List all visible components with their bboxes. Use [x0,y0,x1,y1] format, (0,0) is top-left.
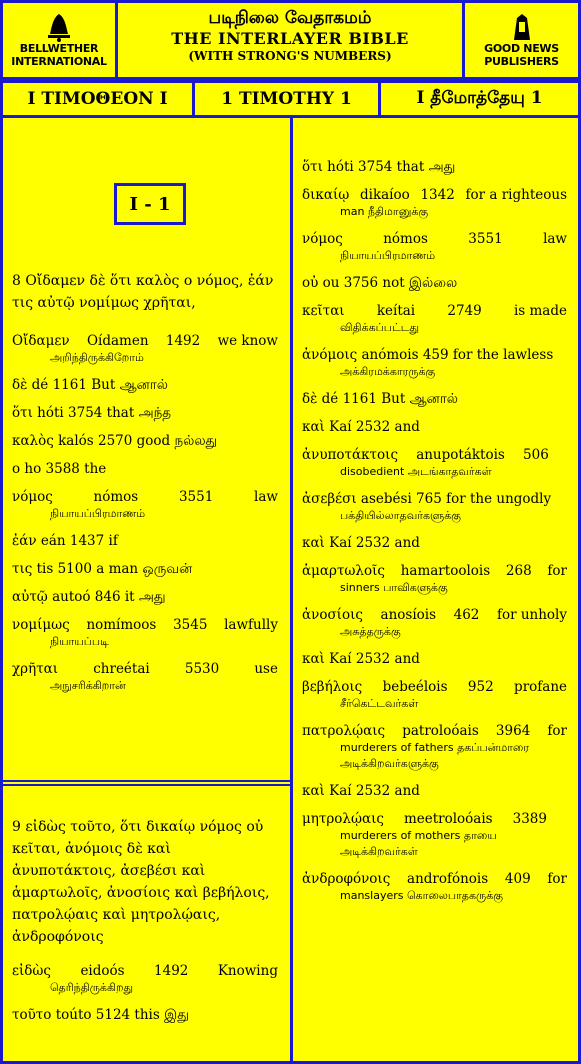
strongs-number: 3545 [173,617,208,633]
right-word-list [302,158,567,904]
word-line: ἀνόμοις anómois 459 for the lawless [302,347,554,363]
strongs-number: 462 [453,607,480,623]
subtitle: (WITH STRONG'S NUMBERS) [188,49,392,63]
tamil-gloss: man நீதிமானுக்கு [340,205,429,218]
verse-label: I - 1 [114,183,186,225]
gloss: is made [513,303,567,319]
word-line: ἀσεβέσι asebési 765 for the ungodly [302,491,552,507]
word-entry [302,722,567,772]
strongs-number: 2749 [447,303,482,319]
transliteration: dikaíoo [359,187,410,203]
bellwether-logo-text: BELLWETHER INTERNATIONAL [11,42,107,68]
tamil-gloss: அசுத்தருக்கு [340,625,401,638]
word-entry [302,274,567,292]
strongs-number: 5530 [184,661,220,677]
greek-word: νόμος [302,231,343,247]
word-line: καὶ Kaí 2532 and [302,651,420,667]
tamil-gloss: நியாயப்படி [50,635,109,648]
word-entry [12,660,278,694]
strongs-number: 3389 [512,811,547,827]
strongs-number: 1492 [154,963,189,979]
tamil-gloss: disobedient அடங்காதவர்கள் [340,465,492,478]
transliteration: meetroloóais [403,811,493,827]
gloss: use [254,661,278,677]
word-line: ὅτι hóti 3754 that அது [302,159,456,175]
transliteration: nómos [93,489,139,505]
tamil-gloss: பக்தியில்லாதவர்களுக்கு [340,509,461,522]
verse8-text: 8 Οἴδαμεν δὲ ὅτι καλὸς ο νόμος, ἐάν τις αὐτῷ νομίμως χρῆται, [12,273,274,311]
word-entry [302,810,567,860]
greek-word: πατρολῴαις [302,723,386,739]
word-entry [302,870,567,904]
transliteration: bebeélois [382,679,448,695]
verse8-section [12,270,278,704]
greek-word: βεβήλοις [302,679,363,695]
greek-word: ἁμαρτωλοῖς [302,563,385,579]
tamil-gloss: நியாயப்பிரமாணம் [50,507,146,520]
word-entry [12,404,278,422]
tamil-gloss: விதிக்கப்பட்டது [340,321,420,334]
word-entry [12,1006,278,1024]
word-entry [302,562,567,596]
tamil-gloss: sinners பாவிகளுக்கு [340,581,448,594]
word-entry [302,302,567,336]
word-entry [302,534,567,552]
greek-word: ἀνυποτάκτοις [302,447,399,463]
word-entry [12,460,278,478]
verse-divider [3,780,290,786]
gloss: for unholy [496,607,567,623]
word-line: οὐ ou 3756 not இல்லை [302,275,458,291]
right-column-section [302,158,567,914]
word-line: τις tis 5100 a man ஒருவன் [12,561,193,577]
word-line: καὶ Kaí 2532 and [302,535,420,551]
transliteration: eidoós [80,963,125,979]
greek-word: ἀνοσίοις [302,607,363,623]
goodnews-logo-box [462,0,581,80]
tamil-gloss: தெரிந்திருக்கிறது [50,981,133,994]
word-line: καὶ Kaí 2532 and [302,783,420,799]
tamil-gloss: சீர்கெட்டவர்கள் [340,697,419,710]
word-entry [302,418,567,436]
book-greek: Ι ΤΙΜΟΘΕΟΝ Ι [0,80,195,118]
verse9-text: 9 εἰδὼς τοῦτο, ὅτι δικαίῳ νόμος οὐ κεῖται, ἀνόμοις δὲ καὶ ἀνυποτάκτοις, ἀσεβέσι καὶ ἁμαρτωλοῖς, ἀνοσίοις καὶ βεβήλοις, πατρολῴαις καὶ μητρολῴαις, ἀνδροφόνοις [12,819,270,945]
strongs-number: 1492 [165,333,201,349]
word-line: ὅτι hóti 3754 that அந்த [12,405,172,421]
greek-word: δικαίῳ [302,187,350,203]
tamil-gloss: murderers of mothers தாயை அடிக்கிறவர்கள் [340,829,497,858]
word-entry [302,186,567,220]
transliteration: keítai [376,303,416,319]
verse9-section [12,816,278,1034]
book-english: 1 TIMOTHY 1 [192,80,381,118]
greek-word: νόμος [12,489,53,505]
gloss: law [254,489,278,505]
transliteration: chreétai [93,661,150,677]
transliteration: Oídamen [86,333,149,349]
strongs-number: 952 [467,679,494,695]
word-entry [12,332,278,366]
gloss: for [547,871,567,887]
strongs-number: 1342 [420,187,455,203]
strongs-number: 506 [523,447,549,463]
word-entry [302,346,567,380]
word-entry [12,432,278,450]
word-entry [12,376,278,394]
strongs-number: 3551 [468,231,503,247]
word-entry [302,390,567,408]
word-line: καλὸς kalós 2570 good நல்லது [12,433,218,449]
gloss: law [543,231,567,247]
strongs-number: 268 [505,563,532,579]
greek-word: εἰδὼς [12,963,51,979]
word-entry [302,678,567,712]
goodnews-logo-text: GOOD NEWS PUBLISHERS [484,42,559,68]
book-tamil: I தீமோத்தேயு 1 [378,80,581,118]
tamil-gloss: manslayers கொலைபாதகருக்கு [340,889,503,902]
strongs-number: 409 [504,871,531,887]
gloss: for [547,723,567,739]
word-entry [12,488,278,522]
title-tamil: படிநிலை வேதாகமம் [208,8,372,28]
transliteration: anupotáktois [416,447,505,463]
gloss: profane [514,679,567,695]
title-english: THE INTERLAYER BIBLE [171,29,409,48]
word-line: ἐάν eán 1437 if [12,533,118,549]
word-entry [12,560,278,578]
verse8-word-list [12,332,278,694]
word-entry [12,532,278,550]
bellwether-logo-box [0,0,118,80]
gloss: for [547,563,567,579]
word-line: τοῦτο toúto 5124 this இது [12,1007,189,1023]
gloss: for a righteous [465,187,567,203]
transliteration: hamartoolois [400,563,491,579]
word-entry [302,446,567,480]
title-box [115,0,465,80]
word-entry [12,962,278,996]
word-line: δὲ dé 1161 But ஆனால் [302,391,458,407]
goodnews-logo-icon [509,12,535,42]
greek-word: χρῆται [12,661,59,677]
greek-word: ἀνδροφόνοις [302,871,391,887]
gloss: Knowing [217,963,278,979]
greek-word: κεῖται [302,303,345,319]
word-entry [302,650,567,668]
word-entry [302,158,567,176]
tamil-gloss: அக்கிரமக்காரருக்கு [340,365,436,378]
tamil-gloss: அநுசரிக்கிறான் [50,679,126,692]
transliteration: nómos [383,231,428,247]
word-line: δὲ dé 1161 But ஆனால் [12,377,168,393]
word-entry [302,490,567,524]
gloss: lawfully [224,617,278,633]
strongs-number: 3964 [495,723,531,739]
transliteration: patroloóais [402,723,479,739]
word-entry [302,782,567,800]
word-line: αὐτῷ autoó 846 it அது [12,589,166,605]
greek-word: μητρολῴαις [302,811,384,827]
strongs-number: 3551 [178,489,214,505]
gloss: we know [217,333,278,349]
tamil-gloss: அறிந்திருக்கிறோம் [50,351,144,364]
tamil-gloss: நியாயப்பிரமாணம் [340,249,436,262]
bellwether-logo-icon [46,12,72,42]
transliteration: nomímoos [86,617,157,633]
transliteration: anosíois [380,607,437,623]
word-entry [302,606,567,640]
greek-word: νομίμως [12,617,70,633]
word-entry [12,616,278,650]
word-line: ο ho 3588 the [12,461,107,477]
tamil-gloss: murderers of fathers தகப்பன்மாரை அடிக்கிறவர்களுக்கு [340,741,530,770]
greek-word: Οἴδαμεν [12,333,70,349]
verse9-word-list [12,962,278,1024]
transliteration: androfónois [407,871,489,887]
word-line: καὶ Kaí 2532 and [302,419,420,435]
word-entry [302,230,567,264]
word-entry [12,588,278,606]
